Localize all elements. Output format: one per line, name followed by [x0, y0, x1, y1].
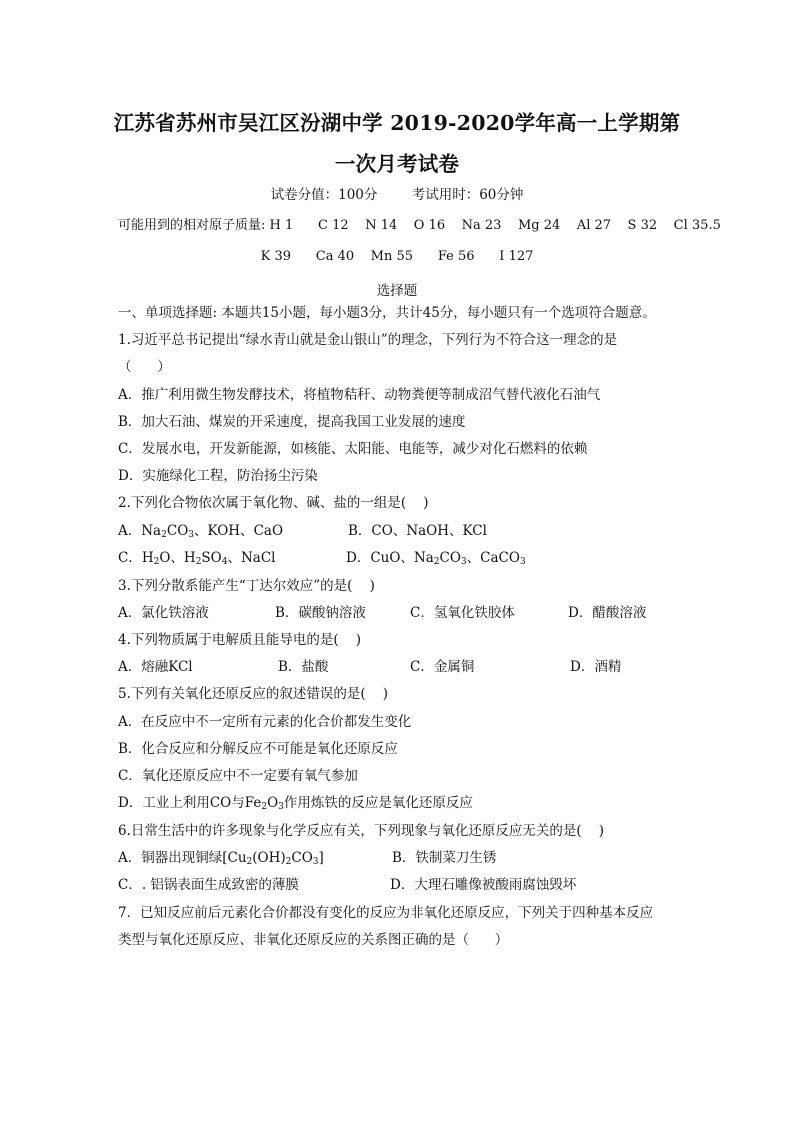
q2-stem: 2.下列化合物依次属于氧化物、碱、盐的一组是( ) — [118, 495, 429, 511]
exam-meta: 试卷分值：100分 考试用时：60分钟 — [270, 187, 524, 203]
q1-option-d: D．实施绿化工程，防治扬尘污染 — [118, 468, 318, 484]
q4-options — [118, 658, 678, 676]
q4-stem: 4.下列物质属于电解质且能导电的是( ) — [118, 632, 362, 648]
q3-stem: 3.下列分散系能产生“丁达尔效应”的是( ) — [118, 578, 375, 594]
q4-option-c: C．金属铜 — [410, 659, 475, 675]
q3-option-a: A．氯化铁溶液 — [118, 605, 209, 621]
q6-options-row2 — [118, 876, 678, 894]
q2-options-row1 — [118, 522, 678, 540]
q7-stem-line2: 类型与氧化还原反应、非氧化还原反应的关系图正确的是（ ） — [118, 932, 509, 948]
atomic-masses-line2: K 39 Ca 40 Mn 55 Fe 56 I 127 — [260, 249, 534, 264]
q2-option-b: B．CO、NaOH、KCl — [348, 523, 487, 539]
q3-option-d: D．醋酸溶液 — [568, 605, 647, 621]
q4-option-b: B．盐酸 — [278, 659, 329, 675]
q3-option-c: C．氢氧化铁胶体 — [410, 605, 515, 621]
exam-title-line1: 江苏省苏州市吴江区汾湖中学 2019-2020学年高一上学期第 — [113, 111, 681, 135]
q1-option-a: A．推广利用微生物发酵技术，将植物秸秆、动物粪便等制成沼气替代液化石油气 — [118, 387, 601, 403]
q1-answer-paren: （ ） — [118, 359, 171, 375]
q6-option-b: B．铁制菜刀生锈 — [392, 850, 497, 866]
q5-option-b: B．化合反应和分解反应不可能是氧化还原反应 — [118, 741, 398, 757]
q7-stem-line1: 7．已知反应前后元素化合价都没有变化的反应为非氧化还原反应，下列关于四种基本反应 — [118, 905, 654, 921]
q5-option-a: A．在反应中不一定所有元素的化合价都发生变化 — [118, 714, 412, 730]
q5-option-d: D．工业上利用CO与$Fe_2O_3$作用炼铁的反应是氧化还原反应 — [118, 795, 473, 812]
q6-option-c: C．. 铝锅表面生成致密的薄膜 — [118, 877, 299, 893]
q6-options-row1 — [118, 849, 678, 867]
exam-title-line2: 一次月考试卷 — [334, 152, 460, 176]
q5-option-c: C．氧化还原反应中不一定要有氧气参加 — [118, 768, 358, 784]
q1-option-b: B．加大石油、煤炭的开采速度，提高我国工业发展的速度 — [118, 414, 466, 430]
q2-option-a: A．$Na_2CO_3$、KOH、CaO — [118, 523, 284, 540]
q6-option-a: A．铜器出现铜绿$[Cu_2(OH)_2CO_3]$ — [118, 850, 324, 867]
q3-options — [118, 604, 678, 622]
section-title: 选择题 — [376, 283, 418, 299]
q1-option-c: C．发展水电，开发新能源，如核能、太阳能、电能等，减少对化石燃料的依赖 — [118, 441, 588, 457]
q2-options-row2 — [118, 549, 678, 567]
q4-option-d: D．酒精 — [570, 659, 622, 675]
q4-option-a: A．熔融KCl — [118, 659, 193, 675]
q3-option-b: B．碳酸钠溶液 — [275, 605, 366, 621]
section1-intro: 一、单项选择题: 本题共15小题，每小题3分，共计45分，每小题只有一个选项符合题意。 — [118, 305, 656, 321]
atomic-masses-line1: 可能用到的相对原子质量: H 1 C 12 N 14 O 16 Na 23 Mg 24 Al 27 S 32 Cl 35.5 — [118, 218, 721, 233]
q6-option-d: D．大理石雕像被酸雨腐蚀毁坏 — [390, 877, 577, 893]
q2-option-c: C．$H_2O$、$H_2SO_4$、NaCl — [118, 550, 276, 567]
q6-stem: 6.日常生活中的许多现象与化学反应有关，下列现象与氧化还原反应无关的是( ) — [118, 823, 605, 839]
q2-option-d: D．CuO、$Na_2CO_3$、CaCO$_3$ — [346, 550, 526, 567]
q5-stem: 5.下列有关氧化还原反应的叙述错误的是( ) — [118, 686, 389, 702]
q1-stem: 1.习近平总书记提出“绿水青山就是金山银山”的理念，下列行为不符合这一理念的是 — [118, 332, 618, 348]
